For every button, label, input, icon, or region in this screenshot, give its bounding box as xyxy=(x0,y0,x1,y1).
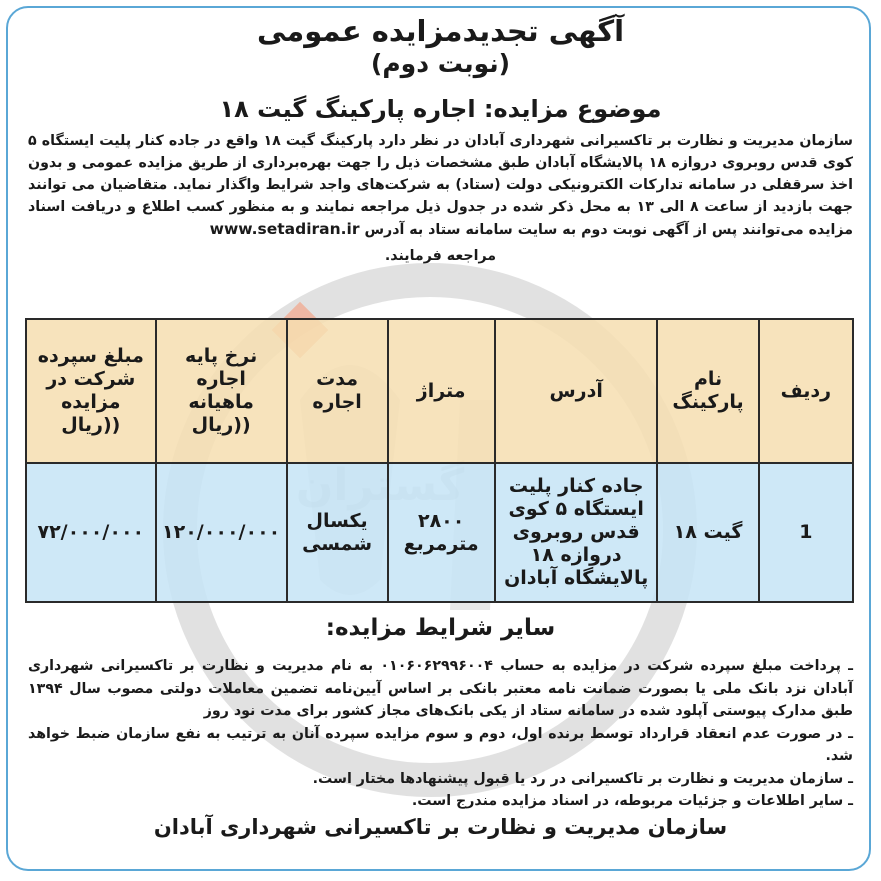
notice-intro xyxy=(20,130,861,267)
notice-header xyxy=(20,10,861,267)
conditions-title: سایر شرایط مزایده: xyxy=(325,615,556,641)
condition-item: ـ سازمان مدیریت و نظارت بر تاکسیرانی در رد یا قبول پیشنهادها مختار است. xyxy=(312,770,853,787)
cell-area: ۲۸۰۰ مترمربع xyxy=(388,463,495,602)
cell-base-rent: ۱۲۰/۰۰۰/۰۰۰ xyxy=(156,463,287,602)
cell-row-number: 1 xyxy=(759,463,853,602)
condition-item: ـ سایر اطلاعات و جزئیات مربوطه، در اسناد مزایده مندرج است. xyxy=(411,793,853,809)
notice-subject: موضوع مزایده: اجاره پارکینگ گیت ۱۸ xyxy=(219,95,662,123)
auction-table xyxy=(25,318,854,603)
setad-url-link[interactable]: www.setadiran.ir xyxy=(209,220,360,238)
intro-paragraph-2: متقاضیان می توانند جهت بازدید از ساعت ۸ الی ۱۳ به محل ذکر شده در جدول ذیل مراجعه نمایند و به منظور کسب اطلاع و دریافت اسناد مزایده می‌توانند پس از آگهی نوبت دوم به سایت سامانه ستاد به آدرس xyxy=(28,177,853,238)
intro-paragraph-1: سازمان مدیریت و نظارت بر تاکسیرانی شهرداری آبادان در نظر دارد پارکینگ گیت ۱۸ واقع در جاده کنار پلیت ایستگاه ۵ کوی قدس روبروی دروازه ۱۸ پالایشگاه آبادان طبق مشخصات ذیل را جهت بهره‌برداری از طریق مزایده عمومی و بدون اخذ سرقفلی در سامانه تدارکات الکترونیکی دولت (ستاد) به شرکت‌های واجد شرایط واگذار نماید. xyxy=(28,133,854,193)
condition-item: ـ در صورت عدم انعقاد قرارداد توسط برنده اول، دوم و سوم مزایده سپرده آنان به ترتیب به نفع سازمان ضبط خواهد شد. xyxy=(28,725,853,764)
notice-title: آگهی تجدیدمزایده عمومی xyxy=(256,14,625,48)
organization-footer: سازمان مدیریت و نظارت بر تاکسیرانی شهرداری آبادان xyxy=(153,815,728,839)
intro-paragraph-3: مراجعه فرمایند. xyxy=(384,248,497,264)
notice-subtitle: (نوبت دوم) xyxy=(370,49,511,78)
header-parking-name: نام پارکینگ xyxy=(657,319,758,463)
cell-address: جاده کنار پلیت ایستگاه ۵ کوی قدس روبروی دروازه ۱۸ پالایشگاه آبادان xyxy=(495,463,658,602)
table-row xyxy=(26,463,853,602)
header-area: متراژ xyxy=(388,319,495,463)
cell-parking-name: گیت ۱۸ xyxy=(657,463,758,602)
condition-item: ـ پرداخت مبلغ سپرده شرکت در مزایده به حساب ۰۱۰۶۰۶۲۹۹۶۰۰۴ به نام مدیریت و نظارت بر تاکسیرانی شهرداری آبادان نزد بانک ملی یا بصورت ضمانت نامه معتبر بانکی بر اساس آیین‌نامه تضمین معاملات دولتی مصوب سال ۱۳۹۴ طبق مدارک پیوستی آپلود شده در سامانه ستاد از یکی بانک‌های مجاز کشور برای مدت نود روز xyxy=(28,658,854,719)
cell-deposit: ۷۲/۰۰۰/۰۰۰ xyxy=(26,463,156,602)
header-address: آدرس xyxy=(495,319,658,463)
conditions-list xyxy=(28,655,853,813)
header-duration: مدت اجاره xyxy=(287,319,388,463)
cell-duration: یکسال شمسی xyxy=(287,463,388,602)
header-row-number: ردیف xyxy=(759,319,853,463)
header-deposit: مبلغ سپرده شرکت در مزایده ((ریال xyxy=(26,319,156,463)
header-base-rent: نرخ پایه اجاره ماهیانه ((ریال xyxy=(156,319,287,463)
table-header-row xyxy=(26,319,853,463)
